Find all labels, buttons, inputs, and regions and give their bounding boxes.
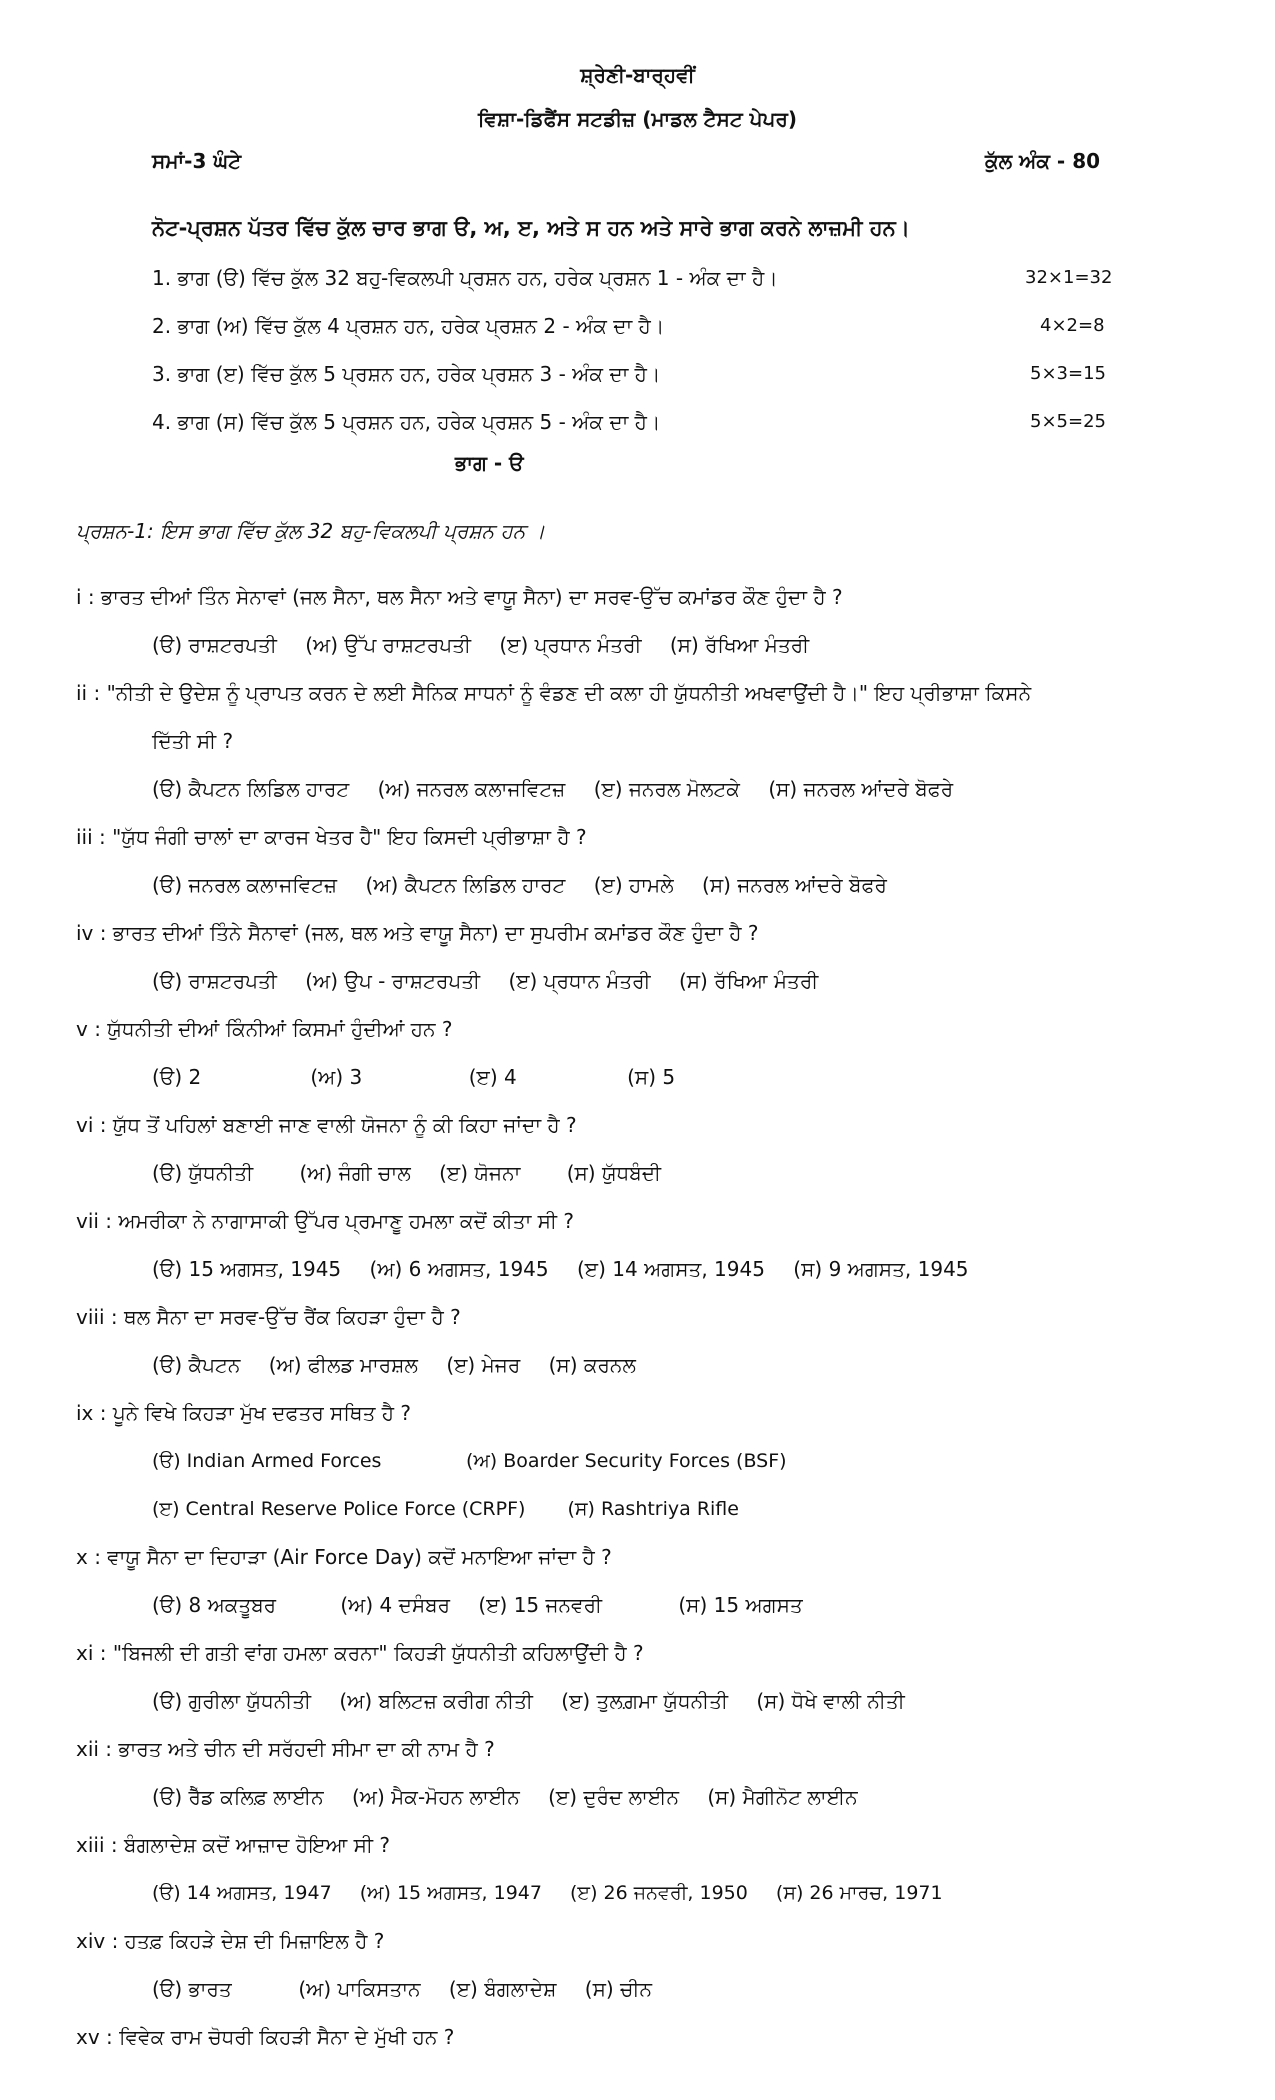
option-c: (ੲ) ਯੋਜਨਾ <box>439 1161 521 1185</box>
question-2-continued: ਦਿੱਤੀ ਸੀ ? <box>152 729 234 753</box>
section-prompt: ਪ੍ਰਸ਼ਨ-1: ਇਸ ਭਾਗ ਵਿੱਚ ਕੁੱਲ 32 ਬਹੁ-ਵਿਕਲਪੀ ਪ੍ਰਸ਼ਨ ਹਨ । <box>76 519 546 543</box>
option-d: (ਸ) Rashtriya Rifle <box>567 1498 739 1520</box>
option-d: (ਸ) ਰੱਖਿਆ ਮੰਤਰੀ <box>669 633 810 657</box>
option-c: (ੲ) 4 <box>468 1065 517 1089</box>
options-9-row-2 <box>152 1496 761 1522</box>
option-b: (ਅ) 4 ਦਸੰਬਰ <box>340 1593 451 1617</box>
option-d: (ਸ) ਮੈਗੀਨੋਟ ਲਾਈਨ <box>707 1785 858 1809</box>
option-d: (ਸ) 5 <box>627 1065 676 1089</box>
options-3 <box>152 872 909 898</box>
class-line: ਸ਼੍ਰੇਣੀ-ਬਾਰ੍ਹਵੀਂ <box>580 63 695 87</box>
question-6: vi : ਯੁੱਧ ਤੋਂ ਪਹਿਲਾਂ ਬਣਾਈ ਜਾਣ ਵਾਲੀ ਯੋਜਨਾ ਨੂੰ ਕੀ ਕਿਹਾ ਜਾਂਦਾ ਹੈ ? <box>76 1113 577 1137</box>
option-d: (ਸ) 9 ਅਗਸਤ, 1945 <box>793 1257 969 1281</box>
options-9-row-1 <box>152 1448 809 1474</box>
option-c: (ੲ) ਬੰਗਲਾਦੇਸ਼ <box>448 1977 557 2001</box>
option-c: (ੲ) ਪ੍ਰਧਾਨ ਮੰਤਰੀ <box>508 969 651 993</box>
option-b: (ਅ) ਉਪ - ਰਾਸ਼ਟਰਪਤੀ <box>305 969 481 993</box>
option-c: (ੲ) ਹਾਮਲੇ <box>593 873 674 897</box>
option-d: (ਸ) ਰੱਖਿਆ ਮੰਤਰੀ <box>678 969 819 993</box>
option-d: (ਸ) ਯੁੱਧਬੰਦੀ <box>566 1161 661 1185</box>
option-a: (ੳ) ਰਾਸ਼ਟਰਪਤੀ <box>152 633 277 657</box>
options-8 <box>152 1352 658 1378</box>
option-a: (ੳ) 15 ਅਗਸਤ, 1945 <box>152 1257 342 1281</box>
option-a: (ੳ) ਕੈਪਟਨ ਲਿਡਿਲ ਹਾਰਟ <box>152 777 350 801</box>
options-1 <box>152 632 831 658</box>
instruction-marks-2: 4×2=8 <box>1040 315 1105 336</box>
option-a: (ੳ) ਗੁਰੀਲਾ ਯੁੱਧਨੀਤੀ <box>152 1689 312 1713</box>
option-b: (ਅ) ਬਲਿਟਜ਼ ਕਰੀਗ ਨੀਤੀ <box>339 1689 533 1713</box>
option-b: (ਅ) 6 ਅਗਸਤ, 1945 <box>369 1257 549 1281</box>
section-title: ਭਾਗ - ੳ <box>455 451 524 475</box>
option-b: (ਅ) ਜੰਗੀ ਚਾਲ <box>299 1161 411 1185</box>
total-marks: ਕੁੱਲ ਅੰਕ - 80 <box>985 149 1101 173</box>
option-d: (ਸ) 15 ਅਗਸਤ <box>678 1593 803 1617</box>
option-a: (ੳ) Indian Armed Forces <box>152 1450 382 1472</box>
option-a: (ੳ) 8 ਅਕਤੂਬਰ <box>152 1593 277 1617</box>
option-c: (ੲ) ਤੁਲਗ਼ਮਾ ਯੁੱਧਨੀਤੀ <box>561 1689 728 1713</box>
option-b: (ਅ) ਫੀਲਡ ਮਾਰਸ਼ਲ <box>268 1353 418 1377</box>
question-8: viii : ਥਲ ਸੈਨਾ ਦਾ ਸਰਵ-ਉੱਚ ਰੈਂਕ ਕਿਹੜਾ ਹੁੰਦਾ ਹੈ ? <box>76 1305 461 1329</box>
instruction-item-4: 4. ਭਾਗ (ਸ) ਵਿੱਚ ਕੁੱਲ 5 ਪ੍ਰਸ਼ਨ ਹਨ, ਹਰੇਕ ਪ੍ਰਸ਼ਨ 5 - ਅੰਕ ਦਾ ਹੈ। <box>152 410 661 434</box>
options-5 <box>152 1064 697 1090</box>
question-10: x : ਵਾਯੂ ਸੈਨਾ ਦਾ ਦਿਹਾੜਾ (Air Force Day) ਕਦੋਂ ਮਨਾਇਆ ਜਾਂਦਾ ਹੈ ? <box>76 1545 612 1569</box>
question-7: vii : ਅਮਰੀਕਾ ਨੇ ਨਾਗਾਸਾਕੀ ਉੱਪਰ ਪ੍ਰਮਾਣੂ ਹਮਲਾ ਕਦੋਂ ਕੀਤਾ ਸੀ ? <box>76 1209 574 1233</box>
option-c: (ੲ) ਪ੍ਰਧਾਨ ਮੰਤਰੀ <box>499 633 642 657</box>
option-a: (ੳ) ਕੈਪਟਨ <box>152 1353 241 1377</box>
option-b: (ਅ) 3 <box>310 1065 363 1089</box>
option-b: (ਅ) ਪਾਕਿਸਤਾਨ <box>298 1977 421 2001</box>
options-6 <box>152 1160 683 1186</box>
time-allowed: ਸਮਾਂ-3 ਘੰਟੇ <box>152 149 242 173</box>
options-7 <box>152 1256 991 1282</box>
option-b: (ਅ) ਕੈਪਟਨ ਲਿਡਿਲ ਹਾਰਟ <box>365 873 566 897</box>
instruction-item-2: 2. ਭਾਗ (ਅ) ਵਿੱਚ ਕੁੱਲ 4 ਪ੍ਰਸ਼ਨ ਹਨ, ਹਰੇਕ ਪ੍ਰਸ਼ਨ 2 - ਅੰਕ ਦਾ ਹੈ। <box>152 314 665 338</box>
option-a: (ੳ) ਭਾਰਤ <box>152 1977 232 2001</box>
option-d: (ਸ) ਕਰਨਲ <box>548 1353 636 1377</box>
question-13: xiii : ਬੰਗਲਾਦੇਸ਼ ਕਦੋਂ ਆਜ਼ਾਦ ਹੋਇਆ ਸੀ ? <box>76 1833 390 1857</box>
option-c: (ੲ) ਦੁਰੰਦ ਲਾਈਨ <box>548 1785 679 1809</box>
option-c: (ੲ) 15 ਜਨਵਰੀ <box>478 1593 602 1617</box>
option-c: (ੲ) ਮੇਜਰ <box>446 1353 521 1377</box>
subject-line: ਵਿਸ਼ਾ-ਡਿਫੈਂਸ ਸਟਡੀਜ਼ (ਮਾਡਲ ਟੈਸਟ ਪੇਪਰ) <box>477 107 797 131</box>
instruction-marks-1: 32×1=32 <box>1025 267 1113 288</box>
option-a: (ੳ) ਰਾਸ਼ਟਰਪਤੀ <box>152 969 277 993</box>
option-d: (ਸ) ਚੀਨ <box>584 1977 653 2001</box>
question-1: i : ਭਾਰਤ ਦੀਆਂ ਤਿੰਨ ਸੇਨਾਵਾਂ (ਜਲ ਸੈਨਾ, ਥਲ ਸੈਨਾ ਅਤੇ ਵਾਯੂ ਸੈਨਾ) ਦਾ ਸਰਵ-ਉੱਚ ਕਮਾਂਡਰ ਕੌਣ ਹੁੰਦਾ ਹੈ ? <box>76 585 843 609</box>
options-4 <box>152 968 840 994</box>
option-c: (ੲ) 26 ਜਨਵਰੀ, 1950 <box>570 1882 748 1904</box>
instruction-marks-4: 5×5=25 <box>1030 411 1106 432</box>
question-2: ii : "ਨੀਤੀ ਦੇ ਉਦੇਸ਼ ਨੂੰ ਪ੍ਰਾਪਤ ਕਰਨ ਦੇ ਲਈ ਸੈਨਿਕ ਸਾਧਨਾਂ ਨੂੰ ਵੰਡਣ ਦੀ ਕਲਾ ਹੀ ਯੁੱਧਨੀਤੀ ਅਖਵਾਉਂਦੀ ਹੈ।" ਇਹ ਪ੍ਰੀਭਾਸ਼ਾ ਕਿਸਨੇ <box>76 681 1032 705</box>
option-a: (ੳ) ਯੁੱਧਨੀਤੀ <box>152 1161 254 1185</box>
question-15: xv : ਵਿਵੇਕ ਰਾਮ ਚੋਧਰੀ ਕਿਹੜੀ ਸੈਨਾ ਦੇ ਮੁੱਖੀ ਹਨ ? <box>76 2025 455 2049</box>
instruction-item-3: 3. ਭਾਗ (ੲ) ਵਿੱਚ ਕੁੱਲ 5 ਪ੍ਰਸ਼ਨ ਹਨ, ਹਰੇਕ ਪ੍ਰਸ਼ਨ 3 - ਅੰਕ ਦਾ ਹੈ। <box>152 362 661 386</box>
options-11 <box>152 1688 927 1714</box>
option-c: (ੲ) ਜਨਰਲ ਮੋਲਟਕੇ <box>593 777 740 801</box>
options-12 <box>152 1784 880 1810</box>
question-12: xii : ਭਾਰਤ ਅਤੇ ਚੀਨ ਦੀ ਸਰੱਹਦੀ ਸੀਮਾ ਦਾ ਕੀ ਨਾਮ ਹੈ ? <box>76 1737 495 1761</box>
question-4: iv : ਭਾਰਤ ਦੀਆਂ ਤਿੰਨੇ ਸੈਨਾਵਾਂ (ਜਲ, ਥਲ ਅਤੇ ਵਾਯੂ ਸੈਨਾ) ਦਾ ਸੁਪਰੀਮ ਕਮਾਂਡਰ ਕੌਣ ਹੁੰਦਾ ਹੈ ? <box>76 921 759 945</box>
question-3: iii : "ਯੁੱਧ ਜੰਗੀ ਚਾਲਾਂ ਦਾ ਕਾਰਜ ਖੇਤਰ ਹੈ" ਇਹ ਕਿਸਦੀ ਪ੍ਰੀਭਾਸ਼ਾ ਹੈ ? <box>76 825 587 849</box>
option-b: (ਅ) Boarder Security Forces (BSF) <box>466 1450 787 1472</box>
option-a: (ੳ) 2 <box>152 1065 202 1089</box>
option-b: (ਅ) 15 ਅਗਸਤ, 1947 <box>359 1882 542 1904</box>
question-14: xiv : ਹਤਫ਼ ਕਿਹੜੇ ਦੇਸ਼ ਦੀ ਮਿਜ਼ਾਇਲ ਹੈ ? <box>76 1929 385 1953</box>
instructions-note: ਨੋਟ-ਪ੍ਰਸ਼ਨ ਪੱਤਰ ਵਿੱਚ ਕੁੱਲ ਚਾਰ ਭਾਗ ੳ, ਅ, ੲ, ਅਤੇ ਸ ਹਨ ਅਤੇ ਸਾਰੇ ਭਾਗ ਕਰਨੇ ਲਾਜ਼ਮੀ ਹਨ। <box>152 216 910 240</box>
option-d: (ਸ) ਜਨਰਲ ਆਂਦਰੇ ਬੋਫਰੇ <box>768 777 954 801</box>
option-d: (ਸ) ਧੋਖੇ ਵਾਲੀ ਨੀਤੀ <box>756 1689 905 1713</box>
options-10 <box>152 1592 825 1618</box>
instruction-marks-3: 5×3=15 <box>1030 363 1106 384</box>
option-d: (ਸ) 26 ਮਾਰਚ, 1971 <box>775 1882 943 1904</box>
question-5: v : ਯੁੱਧਨੀਤੀ ਦੀਆਂ ਕਿੰਨੀਆਂ ਕਿਸਮਾਂ ਹੁੰਦੀਆਂ ਹਨ ? <box>76 1017 453 1041</box>
option-a: (ੳ) ਰੈੱਡ ਕਲਿਫ਼ ਲਾਈਨ <box>152 1785 324 1809</box>
option-b: (ਅ) ਜਨਰਲ ਕਲਾਜਵਿਟਜ਼ <box>377 777 566 801</box>
option-b: (ਅ) ਉੱਪ ਰਾਸ਼ਟਰਪਤੀ <box>305 633 472 657</box>
question-11: xi : "ਬਿਜਲੀ ਦੀ ਗਤੀ ਵਾਂਗ ਹਮਲਾ ਕਰਨਾ" ਕਿਹੜੀ ਯੁੱਧਨੀਤੀ ਕਹਿਲਾਉਂਦੀ ਹੈ ? <box>76 1641 644 1665</box>
option-a: (ੳ) ਜਨਰਲ ਕਲਾਜਵਿਟਜ਼ <box>152 873 338 897</box>
instruction-item-1: 1. ਭਾਗ (ੳ) ਵਿੱਚ ਕੁੱਲ 32 ਬਹੁ-ਵਿਕਲਪੀ ਪ੍ਰਸ਼ਨ ਹਨ, ਹਰੇਕ ਪ੍ਰਸ਼ਨ 1 - ਅੰਕ ਦਾ ਹੈ। <box>152 266 778 290</box>
option-c: (ੲ) 14 ਅਗਸਤ, 1945 <box>576 1257 765 1281</box>
options-13 <box>152 1880 965 1906</box>
option-c: (ੲ) Central Reserve Police Force (CRPF) <box>152 1498 526 1520</box>
option-d: (ਸ) ਜਨਰਲ ਆਂਦਰੇ ਬੋਫਰੇ <box>702 873 887 897</box>
options-2 <box>152 776 975 802</box>
option-a: (ੳ) 14 ਅਗਸਤ, 1947 <box>152 1882 332 1904</box>
question-9: ix : ਪੂਨੇ ਵਿਖੇ ਕਿਹੜਾ ਮੁੱਖ ਦਫਤਰ ਸਥਿਤ ਹੈ ? <box>76 1401 412 1425</box>
option-b: (ਅ) ਮੈਕ-ਮੋਹਨ ਲਾਈਨ <box>351 1785 520 1809</box>
options-14 <box>152 1976 674 2002</box>
